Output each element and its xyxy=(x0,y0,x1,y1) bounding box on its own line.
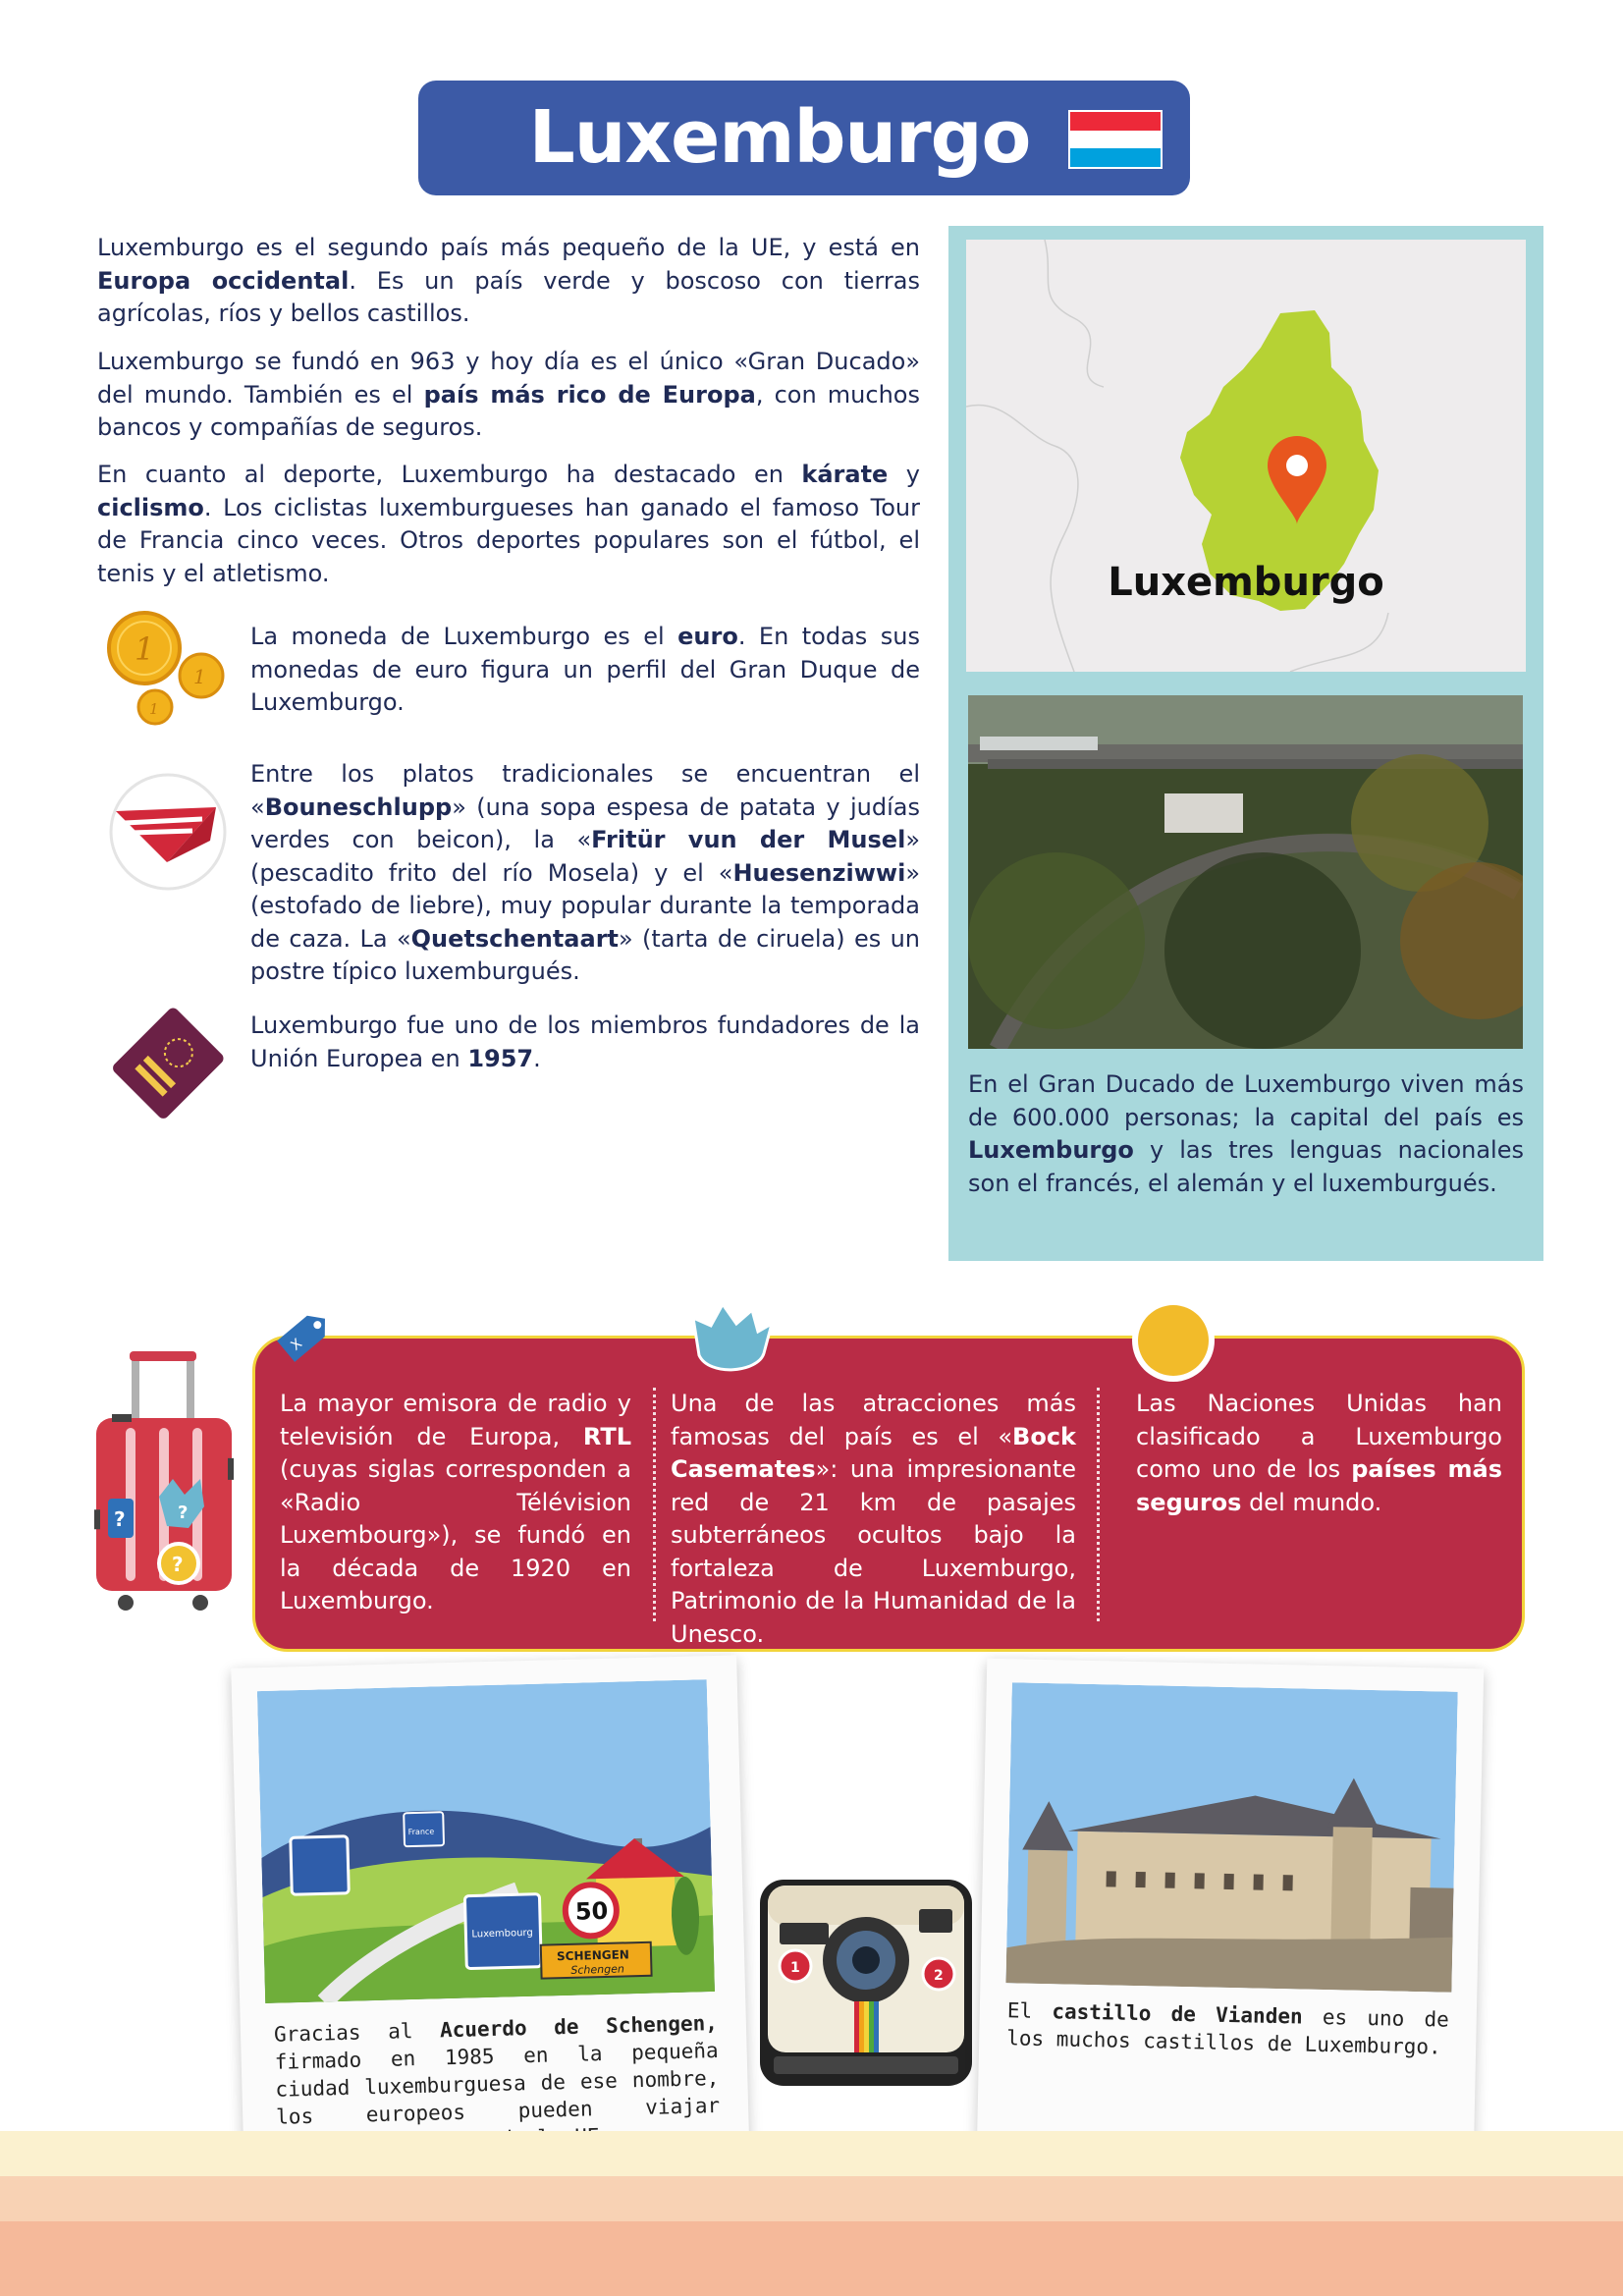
title-banner xyxy=(418,81,1190,195)
body-text: . Los ciclistas luxemburgueses han ganado el famoso Tour de Francia cinco veces. Otros deportes populares son el fútbol, el tenis y el atletismo. xyxy=(97,493,920,587)
body-text: , con muchos bancos y compañías de seguros. xyxy=(97,380,920,441)
body-text: . xyxy=(533,1044,541,1072)
body-text: y xyxy=(888,461,920,488)
body-text: » (estofado de liebre), muy popular durante la temporada de caza. La « xyxy=(250,858,920,953)
body-text: firmado en 1985 en la pequeña ciudad luxemburguesa de ese nombre, los europeos pueden viajar xyxy=(274,2038,721,2129)
footer-stripe xyxy=(0,2221,1623,2296)
aside-text xyxy=(968,1068,1524,1200)
emphasis-text: 1957 xyxy=(467,1044,534,1072)
svg-text:1: 1 xyxy=(149,700,159,718)
svg-text:50: 50 xyxy=(574,1896,609,1926)
fun-facts-band xyxy=(252,1336,1525,1652)
body-text: En el Gran Ducado de Luxemburgo viven más de 600.000 personas; la capital del país es xyxy=(968,1070,1524,1131)
svg-text:?: ? xyxy=(172,1553,184,1576)
band-fact-safety xyxy=(1136,1388,1502,1519)
svg-text:1: 1 xyxy=(790,1960,800,1976)
footer-stripe xyxy=(0,2131,1623,2176)
schengen-illustration xyxy=(257,1679,715,2003)
body-text: La mayor emisora de radio y televisión de Europa, xyxy=(280,1390,631,1450)
food-plate-icon xyxy=(108,772,228,892)
body-text: » (una sopa espesa de patata y judías verdes con beicon), la « xyxy=(250,793,920,853)
svg-text:1: 1 xyxy=(193,665,206,688)
band-divider xyxy=(653,1388,656,1621)
camera-icon xyxy=(750,1870,982,2096)
suitcase-icon xyxy=(94,1351,234,1614)
emphasis-text: euro xyxy=(677,623,738,650)
emphasis-text: Europa occidental xyxy=(97,266,350,295)
intro-paragraph-2 xyxy=(97,346,920,445)
svg-text:X: X xyxy=(288,1336,306,1354)
svg-text:1: 1 xyxy=(135,630,155,668)
emphasis-text: Acuerdo de Schengen, xyxy=(439,2010,719,2043)
body-text: y las tres lenguas nacionales son el francés, el alemán y el luxemburgués. xyxy=(968,1136,1524,1197)
fact-eu xyxy=(250,1010,920,1075)
svg-text:2: 2 xyxy=(934,1968,944,1984)
page-title: Luxemburgo xyxy=(528,95,1031,180)
polaroid-vianden xyxy=(977,1659,1484,2165)
fact-currency xyxy=(250,621,920,720)
svg-text:France: France xyxy=(407,1827,435,1837)
emphasis-text: Huesenziwwi xyxy=(732,858,906,887)
band-fact-rtl xyxy=(280,1388,631,1618)
svg-text:?: ? xyxy=(114,1507,126,1531)
body-text: Luxemburgo es el segundo país más pequeño de la UE, y está en xyxy=(97,234,920,261)
map xyxy=(966,240,1526,672)
body-text: En cuanto al deporte, Luxemburgo ha destacado en xyxy=(97,461,802,488)
footer-stripe xyxy=(0,2176,1623,2221)
body-text: . Es un país verde y boscoso con tierras agrícolas, ríos y bellos castillos. xyxy=(97,266,921,327)
emphasis-text: Fritür vun der Musel xyxy=(591,826,906,853)
intro-paragraph-1 xyxy=(97,232,920,331)
vianden-caption xyxy=(1006,1996,1449,2060)
coins-icon xyxy=(103,607,231,730)
body-text: » (pescadito frito del río Mosela) y el « xyxy=(250,826,920,887)
tag-icon xyxy=(267,1304,338,1371)
body-text: (cuyas siglas corresponden a «Radio Télévision Luxembourg»), se fundó en la década de 1920 en Luxemburgo. xyxy=(280,1455,631,1614)
polaroid-schengen xyxy=(231,1655,749,2180)
body-text: Luxemburgo fue uno de los miembros fundadores de la Unión Europea en xyxy=(250,1011,920,1072)
svg-text:Luxembourg: Luxembourg xyxy=(471,1927,533,1941)
info-aside xyxy=(948,226,1543,1261)
fact-food xyxy=(250,758,920,989)
emphasis-text: Luxemburgo xyxy=(968,1136,1134,1164)
body-text: Entre los platos tradicionales se encuentran el « xyxy=(250,760,920,821)
body-text: Las Naciones Unidas han clasificado a Luxemburgo como uno de los xyxy=(1136,1390,1502,1483)
body-text: »: una impresionante red de 21 km de pasajes subterráneos ocultos bajo la fortaleza de Luxemburgo, Patrimonio de la Humanidad de la Unesco. xyxy=(671,1455,1076,1648)
body-text: Luxemburgo se fundó en 963 y hoy día es el único «Gran Ducado» del mundo. También es el xyxy=(97,348,920,409)
map-label: Luxemburgo xyxy=(1108,560,1384,605)
emphasis-text: países más seguros xyxy=(1136,1455,1502,1516)
badge-icon xyxy=(689,1304,774,1381)
vianden-castle-illustration xyxy=(1005,1682,1457,1992)
sun-badge-icon xyxy=(1129,1296,1217,1385)
body-text: La moneda de Luxemburgo es el xyxy=(250,623,678,650)
emphasis-text: Bock Casemates xyxy=(671,1422,1076,1483)
body-text: » (tarta de ciruela) es un postre típico luxemburgués. xyxy=(250,924,920,985)
emphasis-text: kárate xyxy=(801,461,889,488)
body-text: El xyxy=(1006,1998,1053,2024)
body-text: es uno de los muchos castillos de Luxemburgo. xyxy=(1006,2004,1450,2059)
bridge-photo xyxy=(968,695,1523,1049)
emphasis-text: RTL xyxy=(582,1422,631,1450)
emphasis-text: Bouneschlupp xyxy=(264,793,453,821)
emphasis-text: castillo de Vianden xyxy=(1052,1999,1303,2029)
emphasis-text: ciclismo xyxy=(97,493,204,521)
svg-text:Schengen: Schengen xyxy=(570,1962,625,1977)
svg-text:SCHENGEN: SCHENGEN xyxy=(556,1947,630,1964)
passport-icon xyxy=(110,1002,228,1124)
flag-icon xyxy=(1068,110,1163,169)
body-text: Una de las atracciones más famosas del país es el « xyxy=(671,1390,1076,1450)
body-text: del mundo. xyxy=(1241,1488,1382,1516)
band-divider xyxy=(1097,1388,1100,1621)
svg-text:?: ? xyxy=(178,1503,189,1523)
body-text: Gracias al xyxy=(273,2018,441,2047)
band-fact-casemates xyxy=(671,1388,1076,1651)
intro-paragraph-3 xyxy=(97,459,920,590)
body-text: . En todas sus monedas de euro figura un perfil del Gran Duque de Luxemburgo. xyxy=(250,623,920,716)
emphasis-text: país más rico de Europa xyxy=(423,380,756,409)
emphasis-text: Quetschentaart xyxy=(410,924,619,953)
